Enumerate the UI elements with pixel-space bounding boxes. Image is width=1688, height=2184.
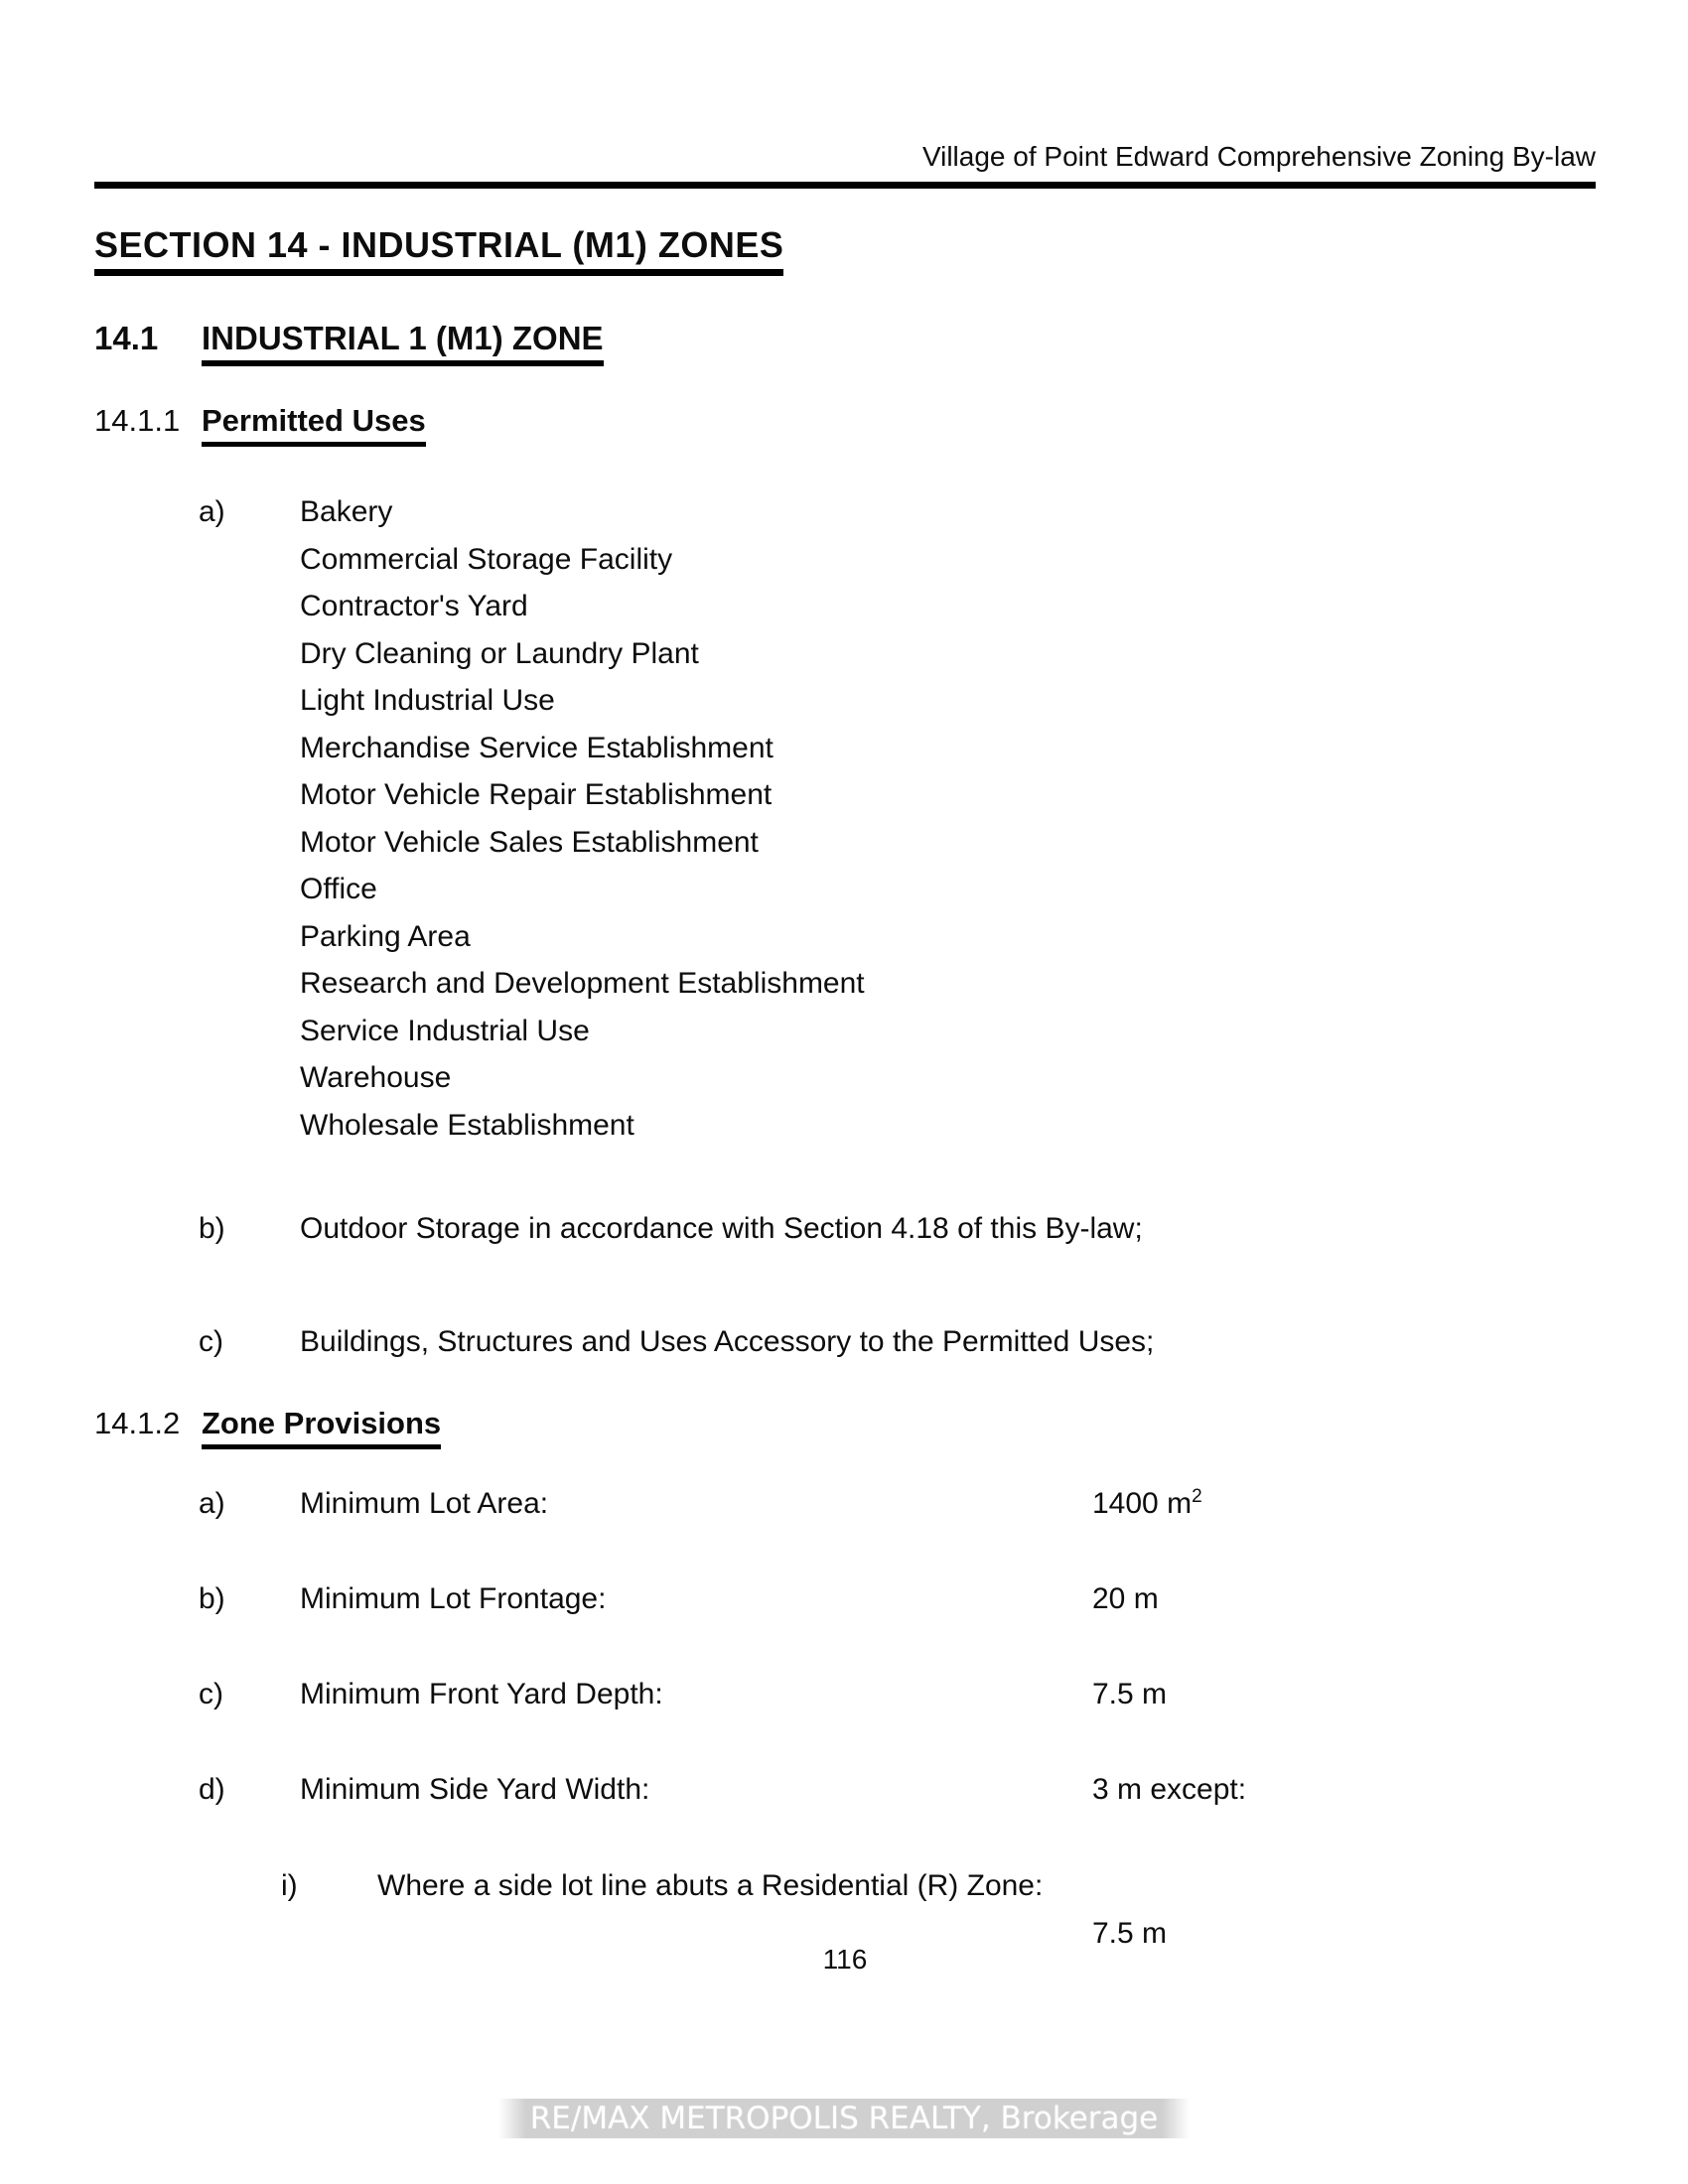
provision-value: 3 m except: [1092, 1773, 1247, 1806]
clause-text-c: Buildings, Structures and Uses Accessory to the Permitted Uses; [300, 1324, 1155, 1358]
permitted-use: Light Industrial Use [300, 684, 555, 717]
clause-label-c: c) [199, 1324, 223, 1358]
zone-provisions-heading [94, 1405, 1596, 1449]
provision-label: a) [199, 1487, 225, 1520]
header-rule [94, 182, 1596, 189]
subsection-title: INDUSTRIAL 1 (M1) ZONE [202, 320, 604, 366]
clause-label-b: b) [199, 1212, 225, 1245]
permitted-use: Merchandise Service Establishment [300, 731, 774, 764]
permitted-use: Parking Area [300, 919, 471, 953]
watermark: RE/MAX METROPOLIS REALTY, Brokerage [498, 2099, 1190, 2138]
permitted-use: Service Industrial Use [300, 1014, 590, 1047]
provision-value [1092, 1485, 1202, 1523]
provision-row [94, 1771, 1596, 1809]
section-heading: SECTION 14 - INDUSTRIAL (M1) ZONES [94, 225, 783, 276]
page-content [94, 0, 1596, 1977]
provision-name: Minimum Side Yard Width: [300, 1773, 650, 1806]
provision-value-superscript: 2 [1192, 1486, 1202, 1507]
subsection-number: 14.1 [94, 320, 159, 356]
permitted-uses-title: Permitted Uses [202, 402, 426, 447]
permitted-uses-item-b [94, 1205, 1596, 1253]
clause-label-a: a) [199, 495, 225, 528]
permitted-use: Contractor's Yard [300, 590, 528, 622]
zone-provisions-number: 14.1.2 [94, 1406, 181, 1440]
permitted-use: Dry Cleaning or Laundry Plant [300, 636, 699, 670]
provision-label: d) [199, 1773, 225, 1806]
clause-text-b: Outdoor Storage in accordance with Section 4.18 of this By-law; [300, 1212, 1143, 1245]
permitted-use: Office [300, 873, 377, 905]
provision-sub-label: i) [281, 1869, 298, 1902]
provision-label: c) [199, 1678, 223, 1710]
zone-provisions-title: Zone Provisions [202, 1405, 441, 1449]
provision-sub-text: Where a side lot line abuts a Residential (R) Zone: [377, 1869, 1044, 1902]
permitted-use: Bakery [300, 495, 393, 528]
provision-sub-row [94, 1862, 1596, 1950]
permitted-use: Motor Vehicle Repair Establishment [300, 778, 773, 811]
permitted-uses-item-c [94, 1318, 1596, 1366]
subsection-heading [94, 320, 1596, 366]
permitted-uses-list [300, 488, 865, 1149]
provision-value-text: 1400 m [1092, 1487, 1193, 1520]
permitted-uses-heading [94, 402, 1596, 447]
provision-row [94, 1676, 1596, 1713]
permitted-use: Wholesale Establishment [300, 1108, 634, 1142]
provision-value: 20 m [1092, 1582, 1159, 1615]
provision-row [94, 1485, 1596, 1523]
provision-value: 7.5 m [1092, 1678, 1168, 1710]
permitted-use: Research and Development Establishment [300, 967, 865, 1000]
permitted-use: Motor Vehicle Sales Establishment [300, 825, 759, 859]
document-header-title: Village of Point Edward Comprehensive Zoning By-law [921, 141, 1596, 172]
provision-row [94, 1580, 1596, 1618]
permitted-uses-item-a [94, 488, 1596, 1149]
permitted-use: Commercial Storage Facility [300, 542, 673, 576]
permitted-use: Warehouse [300, 1061, 452, 1094]
section-heading-wrap [94, 225, 1596, 276]
provision-name: Minimum Lot Frontage: [300, 1582, 607, 1615]
provision-label: b) [199, 1582, 225, 1615]
provision-name: Minimum Lot Area: [300, 1487, 549, 1520]
provision-name: Minimum Front Yard Depth: [300, 1678, 663, 1710]
provision-sub-value: 7.5 m [1092, 1916, 1168, 1950]
permitted-uses-number: 14.1.1 [94, 403, 181, 438]
page-number: 116 [822, 1943, 868, 1975]
